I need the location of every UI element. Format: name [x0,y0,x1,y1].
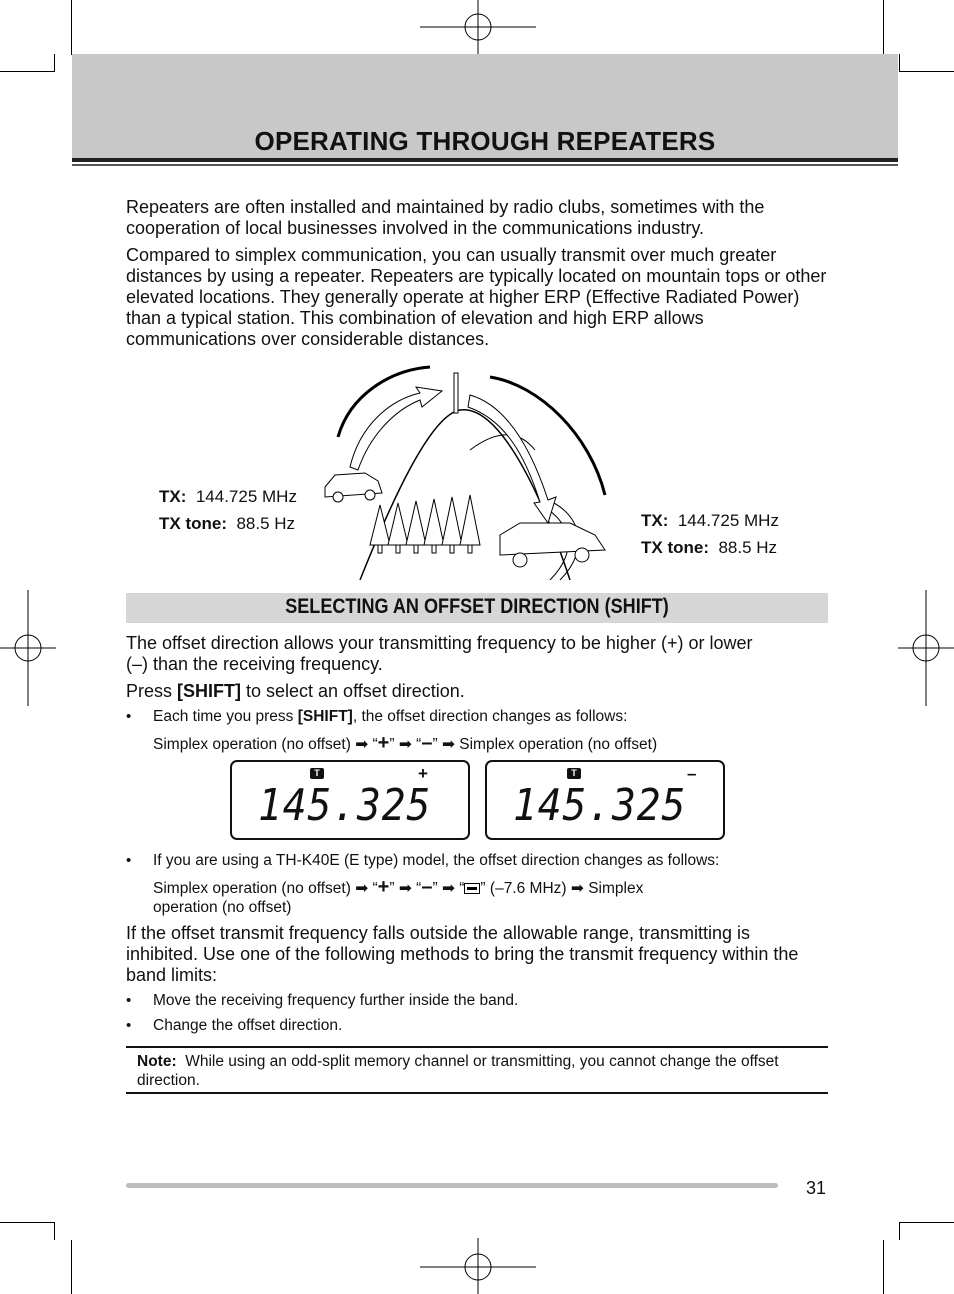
minus-icon: – [421,876,433,898]
arrow-right-icon: ➡ [441,735,455,753]
lcd-frequency: 145.325 [513,780,687,831]
registration-mark-bottom [420,1238,536,1294]
car-left [325,473,382,502]
note-rule-bottom [126,1092,828,1094]
registration-mark-right [898,590,954,706]
repeater-tower [454,373,458,413]
offset-sequence-1: Simplex operation (no offset) ➡ “+” ➡ “–” ➡ Simplex operation (no offset) [153,732,658,754]
arrow-right-icon: ➡ [441,879,455,897]
arrow-right-icon: ➡ [355,879,369,897]
intro-paragraph-1: Repeaters are often installed and maintained by radio clubs, sometimes with the cooperation of local businesses involved in the communications industry. [126,197,765,238]
arrow-right-icon: ➡ [398,879,412,897]
arrow-right-icon: ➡ [570,879,584,897]
section-paragraph-1: The offset direction allows your transmitting frequency to be higher (+) or lower (–) than the receiving frequency. [126,633,753,674]
bullet-marker: • [126,852,132,869]
arrow-right-icon: ➡ [398,735,412,753]
bullet-4: Change the offset direction. [153,1017,343,1034]
offset-sequence-2: Simplex operation (no offset) ➡ “+” ➡ “–” ➡ “ ” (–7.6 MHz) ➡ Simplex operation (no offset) [153,876,644,916]
footer-rule [126,1183,778,1188]
repeater-illustration [320,355,620,580]
note-rule-top [126,1046,828,1048]
bullet-marker: • [126,708,132,725]
bullet-1: Each time you press [SHIFT], the offset direction changes as follows: [153,708,628,725]
bullet-3: Move the receiving frequency further inside the band. [153,992,519,1009]
section-title: SELECTING AN OFFSET DIRECTION (SHIFT) [285,595,669,618]
plus-icon: + [377,876,390,898]
header-rule [72,158,898,162]
left-tone-label: TX tone: 88.5 Hz [159,514,296,533]
page-title: OPERATING THROUGH REPEATERS [254,126,716,156]
intro-paragraph-2: Compared to simplex communication, you can usually transmit over much greater distances by using a repeater. Repeaters are typically located on mountain tops or other elevated locations. They generally operate at higher ERP (Effective Radiated Power) than a typical station. This combination of elevation and high ERP allows communications over considerable distances. [126,245,827,349]
registration-mark-left [0,590,56,706]
lcd-display-minus [485,760,725,840]
bullet-marker: • [126,992,132,1009]
right-tx-label: TX: 144.725 MHz [641,511,779,530]
plus-icon: + [377,732,390,754]
tone-indicator-icon: T [567,768,581,779]
press-shift-line: Press [SHIFT] to select an offset direction. [126,681,465,701]
right-tone-label: TX tone: 88.5 Hz [641,538,778,557]
note: Note: While using an odd-split memory channel or transmitting, you cannot change the offset direction. [137,1053,779,1089]
offset-sign: – [687,764,697,783]
tone-indicator-icon: T [310,768,324,779]
header-rule-thin [72,164,898,166]
left-tx-label: TX: 144.725 MHz [159,487,297,506]
bullet-marker: • [126,1017,132,1034]
section-paragraph-2: If the offset transmit frequency falls outside the allowable range, transmitting is inhibited. Use one of the following methods to bring the transmit frequency within the band limits: [126,923,799,985]
lcd-display-plus [230,760,470,840]
split-offset-icon [464,883,480,894]
offset-sign: + [418,764,428,783]
lcd-frequency: 145.325 [258,780,432,831]
minus-icon: – [421,732,433,754]
page-number: 31 [806,1178,827,1198]
arrow-right-icon: ➡ [355,735,369,753]
registration-mark-top [420,0,536,56]
bullet-2: If you are using a TH-K40E (E type) model, the offset direction changes as follows: [153,852,720,869]
